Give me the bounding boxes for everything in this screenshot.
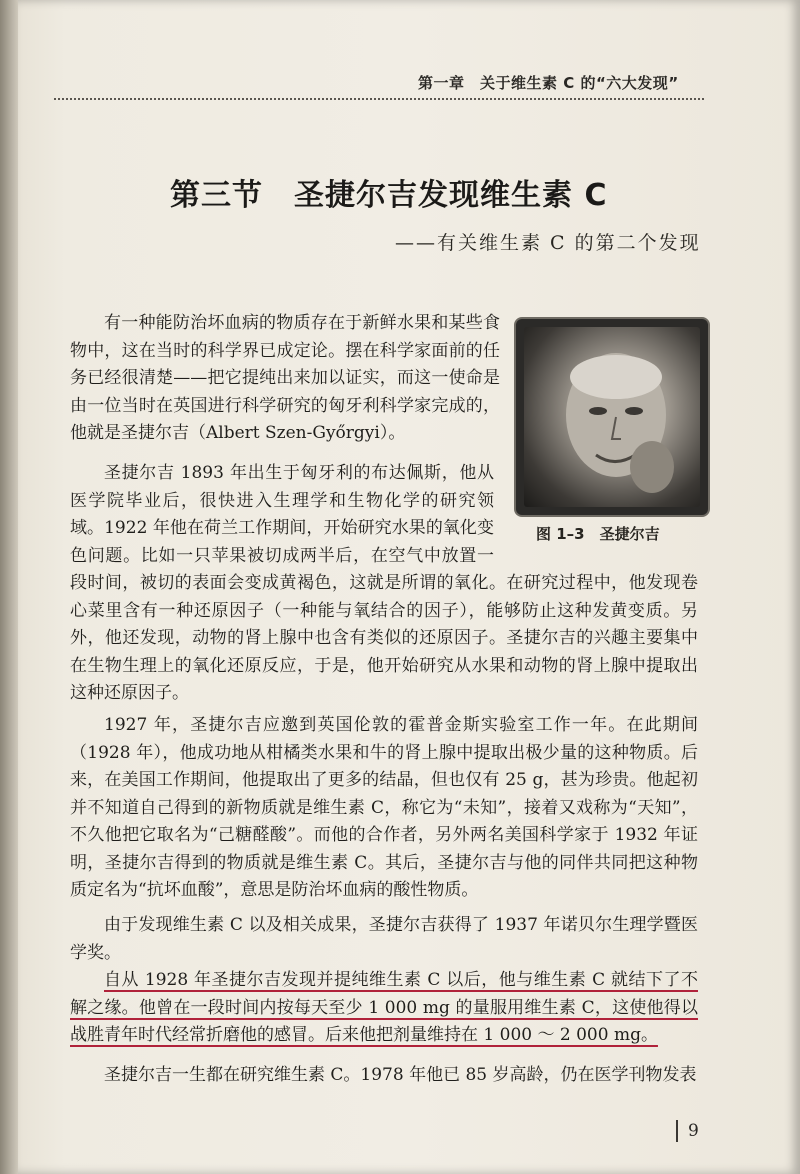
section-title: 第三节 圣捷尔吉发现维生素 C: [170, 178, 608, 213]
paragraph-discovery: [70, 712, 698, 905]
section-subtitle: ——有关维生素 C 的第二个发现: [395, 232, 701, 254]
float-spacer: [494, 460, 698, 556]
figure-caption: 图 1–3 圣捷尔吉: [536, 525, 660, 543]
header-rule: [54, 98, 704, 100]
paragraph-text: 有一种能防治坏血病的物质存在于新鲜水果和某些食物中，这在当时的科学界已成定论。摆在科学家面前的任务已经很清楚——把它提纯出来加以证实，而这一使命是由一位当时在英国进行科学研究的匈牙利科学家完成的，他就是圣捷尔吉（Albert Szen-Győrgyi）。: [70, 313, 500, 443]
paragraph-text: 圣捷尔吉一生都在研究维生素 C。1978 年他已 85 岁高龄，仍在医学刊物发表: [104, 1065, 697, 1085]
paragraph-text: 1927 年，圣捷尔吉应邀到英国伦敦的霍普金斯实验室工作一年。在此期间（1928 年），他成功地从柑橘类水果和牛的肾上腺中提取出极少量的这种物质。后来，在美国工作期间，他提取出了更多的结晶，但也仅有 25 g，甚为珍贵。他起初并不知道自己得到的新物质就是维生素 C，称它为“未知”，接着又戏称为“天知”，不久他把它取名为“己糖醛酸”。而他的合作者，另外两名美国科学家于 1932 年证明，圣捷尔吉得到的物质就是维生素 C。其后，圣捷尔吉与他的同伴共同把这种物质定名为“抗坏血酸”，意思是防治坏血病的酸性物质。: [70, 715, 698, 900]
page-number: 9: [688, 1121, 699, 1141]
book-spine: [0, 0, 20, 1174]
underlined-text: 自从 1928 年圣捷尔吉发现并提纯维生素 C 以后，他与维生素 C 就结下了不解之缘。他曾在一段时间内按每天至少 1 000 mg 的量服用维生素 C，这使他得以战胜青年时代经常折磨他的感冒。后来他把剂量维持在 1 000 ～ 2 000 mg。: [70, 970, 698, 1045]
paragraph-continued: [70, 1062, 698, 1090]
paragraph-text: 由于发现维生素 C 以及相关成果，圣捷尔吉获得了 1937 年诺贝尔生理学暨医学奖。: [70, 915, 698, 963]
paragraph-underlined: [70, 967, 698, 1050]
paragraph-text: 圣捷尔吉 1893 年出生于匈牙利的布达佩斯，他从医学院毕业后，很快进入生理学和生物化学的研究领域。1922 年他在荷兰工作期间，开始研究水果的氧化变色问题。比如一只苹果被切成两半后，在空气中放置一段时间，被切的表面会变成黄褐色，这就是所谓的氧化。在研究过程中，他发现卷心菜里含有一种还原因子（一种能与氧结合的因子），能够防止这种发黄变质。另外，他还发现，动物的肾上腺中也含有类似的还原因子。圣捷尔吉的兴趣主要集中在生物生理上的氧化还原反应，于是，他开始研究从水果和动物的肾上腺中提取出这种还原因子。: [70, 463, 698, 703]
page-number-divider: [676, 1120, 678, 1142]
running-header: 第一章 关于维生素 C 的“六大发现”: [418, 74, 679, 92]
paragraph-biography: [70, 460, 698, 708]
paragraph-intro: [70, 310, 500, 448]
paragraph-nobel: [70, 912, 698, 967]
